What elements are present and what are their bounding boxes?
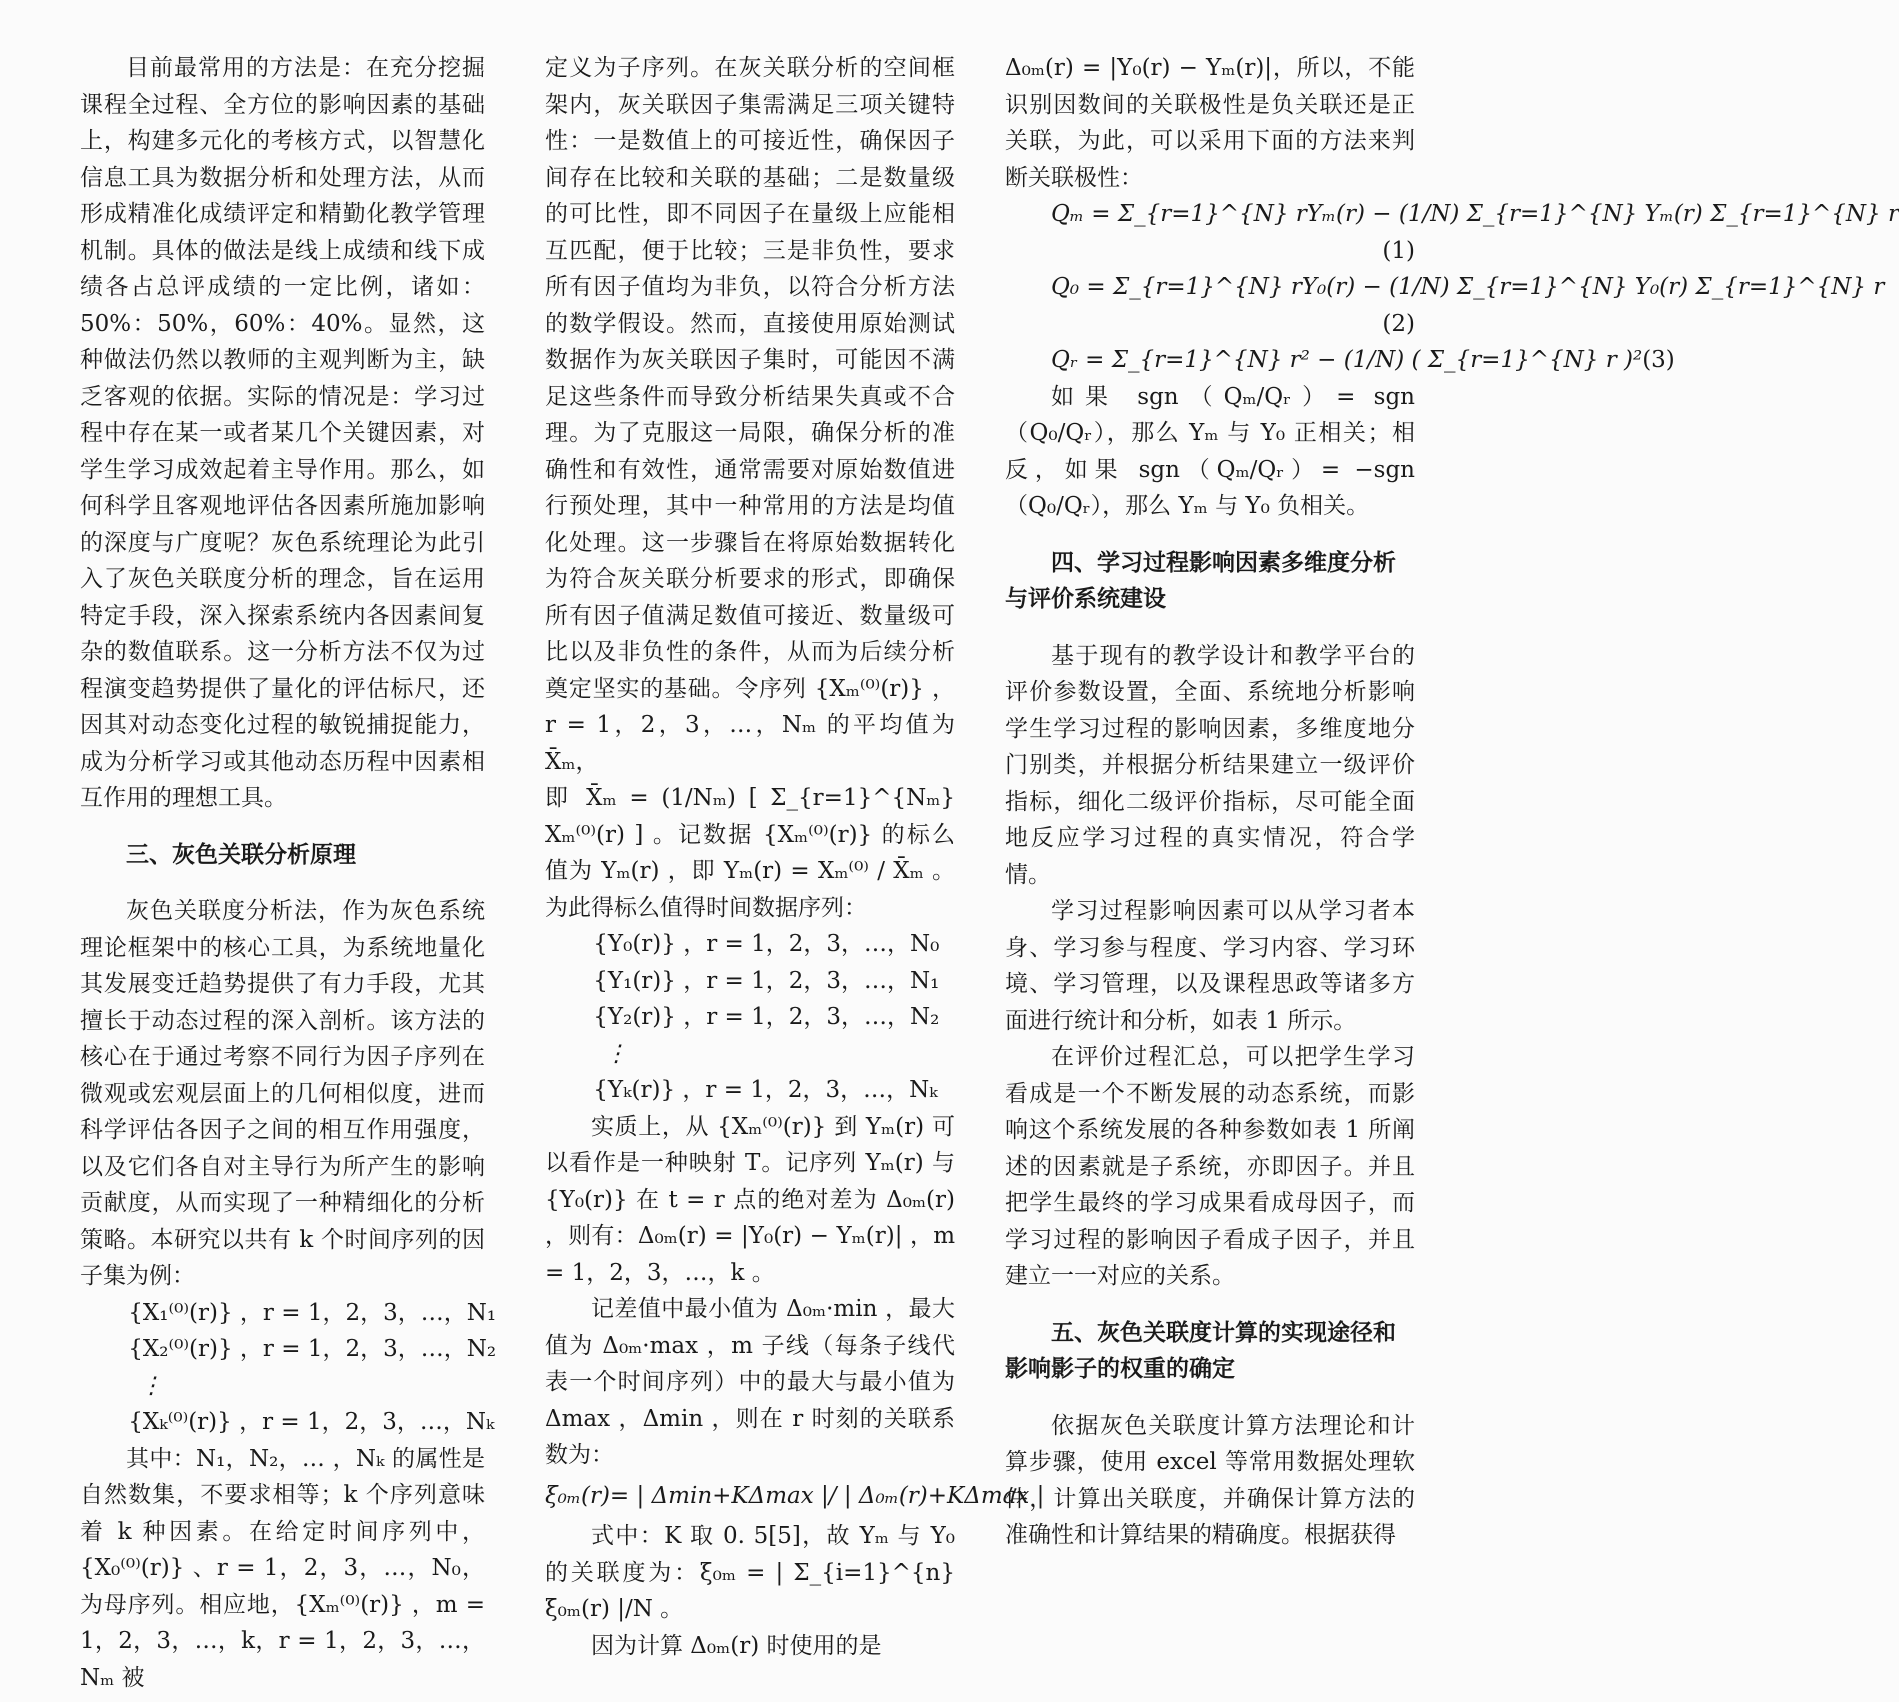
- body-paragraph: 基于现有的教学设计和教学平台的评价参数设置，全面、系统地分析影响学生学习过程的影响因素，多维度地分门别类，并根据分析结果建立一级评价指标，细化二级评价指标，尽可能全面地反应学习过程的真实情况，符合学情。: [1005, 642, 1415, 888]
- column-2: [545, 50, 1045, 1664]
- body-paragraph: 在评价过程汇总，可以把学生学习看成是一个不断发展的动态系统，而影响这个系统发展的各种参数如表 1 所阐述的因素就是子系统，亦即因子。并且把学生最终的学习成果看成母因子，而学习过程的影响因子看成子因子，并且建立一一对应的关系。: [1005, 1044, 1415, 1289]
- correlation-coefficient-formula: ξ₀ₘ(r)= | Δmin+KΔmax |/ | Δ₀ₘ(r)+KΔmax |: [545, 1482, 1045, 1509]
- sequence-line: [128, 1404, 495, 1441]
- section-heading-4: 四、学习过程影响因素多维度分析与评价系统建设: [1005, 548, 1396, 612]
- equation-row: [1005, 269, 1885, 306]
- sequence-range: ，r = 1，2，3，…，N₂: [232, 1336, 497, 1362]
- sequence-range: ，r = 1，2，3，…，Nₖ: [231, 1409, 495, 1435]
- section-heading-5: 五、灰色关联度计算的实现途径和影响影子的权重的确定: [1005, 1318, 1396, 1382]
- sequence-term: {Y₂(r)}: [593, 1004, 676, 1030]
- sequence-range: ，r = 1，2，3，…，Nₖ: [675, 1077, 938, 1103]
- sequence-range: ，r = 1，2，3，…，N₁: [675, 967, 940, 994]
- sequence-term: {Xₖ⁽⁰⁾(r)}: [128, 1409, 232, 1435]
- sequence-term: {Y₁(r)}: [593, 967, 676, 994]
- section-heading-3: 三、灰色关联分析原理: [126, 840, 356, 868]
- equation-formula: Qᵣ = Σ_{r=1}^{N} r² − (1/N) ( Σ_{r=1}^{N} r )²: [1051, 347, 1643, 373]
- vertical-ellipsis: ⋮: [604, 1040, 628, 1067]
- equation-number: (3): [1642, 347, 1675, 373]
- body-paragraph: 灰色关联度分析法，作为灰色系统理论框架中的核心工具，为系统地量化其发展变迁趋势提供了有力手段，尤其擅长于动态过程的深入剖析。该方法的核心在于通过考察不同行为因子序列在微观或宏观层面上的几何相似度，进而科学评估各因子之间的相互作用强度，以及它们各自对主导行为所产生的影响贡献度，从而实现了一种精细化的分析策略。本研究以共有 k 个时间序列的因子集为例：: [80, 898, 485, 1289]
- body-paragraph: 其中：N₁，N₂，… ，Nₖ 的属性是自然数集，不要求相等；k 个序列意味着 k 种因素。在给定时间序列中，{X₀⁽⁰⁾(r)} 、r = 1，2，3，…，N₀，为母序列。相应地，{Xₘ⁽⁰⁾(r)} ，m = 1，2，3，…，k，r = 1，2，3，…，Nₘ 被: [80, 1445, 485, 1691]
- body-paragraph: 记差值中最小值为 Δ₀ₘ·min ，最大值为 Δ₀ₘ·max ，m 子线（每条子线代表一个时间序列）中的最大与最小值为 Δmax ，Δmin ，则在 r 时刻的关联系数为：: [545, 1296, 955, 1468]
- equation-number: (1): [1382, 237, 1415, 264]
- body-paragraph: Δ₀ₘ(r) = |Y₀(r) − Yₘ(r)|，所以，不能识别因数间的关联极性是负关联还是正关联，为此，可以采用下面的方法来判断关联极性：: [1005, 55, 1415, 191]
- equation-formula: Qₘ = Σ_{r=1}^{N} rYₘ(r) − (1/N) Σ_{r=1}^{N} Yₘ(r) Σ_{r=1}^{N} r: [1051, 201, 1899, 227]
- sequence-line: [128, 1331, 497, 1368]
- body-paragraph: 目前最常用的方法是：在充分挖掘课程全过程、全方位的影响因素的基础上，构建多元化的考核方式，以智慧化信息工具为数据分析和处理方法，从而形成精准化成绩评定和精勤化教学管理机制。具体的做法是线上成绩和线下成绩各占总评成绩的一定比例，诸如：50%：50%，60%：40%。显然，这种做法仍然以教师的主观判断为主，缺乏客观的依据。实际的情况是：学习过程中存在某一或者某几个关键因素，对学生学习成效起着主导作用。那么，如何科学且客观地评估各因素所施加影响的深度与广度呢？灰色系统理论为此引入了灰色关联度分析的理念，旨在运用特定手段，深入探索系统内各因素间复杂的数值联系。这一分析方法不仅为过程演变趋势提供了量化的评估标尺，还因其对动态变化过程的敏锐捕捉能力，成为分析学习或其他动态历程中因素相互作用的理想工具。: [80, 55, 485, 811]
- sequence-term: {X₁⁽⁰⁾(r)}: [128, 1299, 233, 1326]
- equation-row: [1005, 196, 1899, 233]
- sequence-range: ，r = 1，2，3，…，N₁: [232, 1299, 497, 1326]
- body-paragraph: 即 X̄ₘ = (1/Nₘ) [ Σ_{r=1}^{Nₘ} Xₘ⁽⁰⁾(r) ] 。记数据 {Xₘ⁽⁰⁾(r)} 的标么值为 Yₘ(r) ，即 Yₘ(r) = Xₘ⁽⁰⁾ / X̄ₘ 。为此得标么值得时间数据序列：: [545, 785, 955, 921]
- sequence-range: ，r = 1，2，3，…，N₂: [675, 1004, 940, 1030]
- sequence-term: {Y₀(r)}: [593, 931, 676, 957]
- sequence-line: [593, 1072, 955, 1109]
- column-3: [1005, 50, 1899, 1554]
- sequence-range: ，r = 1，2，3，…，N₀: [675, 931, 940, 957]
- body-paragraph: 依据灰色关联度计算方法理论和计算步骤，使用 excel 等常用数据处理软件，计算出关联度，并确保计算方法的准确性和计算结果的精确度。根据获得: [1005, 1412, 1415, 1548]
- sequence-line: [593, 926, 955, 963]
- column-1: [80, 50, 497, 1696]
- body-paragraph: 实质上，从 {Xₘ⁽⁰⁾(r)} 到 Yₘ(r) 可以看作是一种映射 T。记序列 Yₘ(r) 与 {Y₀(r)} 在 t = r 点的绝对差为 Δ₀ₘ(r) ，则有：Δ₀ₘ(r) = |Y₀(r) − Yₘ(r)| ，m = 1，2，3，…，k 。: [545, 1113, 955, 1286]
- body-paragraph: 学习过程影响因素可以从学习者本身、学习参与程度、学习内容、学习环境、学习管理，以及课程思政等诸多方面进行统计和分析，如表 1 所示。: [1005, 898, 1415, 1034]
- body-paragraph: 如果 sgn（Qₘ/Qᵣ）= sgn（Q₀/Qᵣ），那么 Yₘ 与 Y₀ 正相关；相反，如果 sgn（Qₘ/Qᵣ）= −sgn（Q₀/Qᵣ），那么 Yₘ 与 Y₀ 负相关。: [1005, 383, 1415, 519]
- sequence-term: {Yₖ(r)}: [593, 1077, 676, 1103]
- equation-number: (2): [1382, 310, 1415, 337]
- sequence-line: [128, 1295, 497, 1332]
- sequence-term: {X₂⁽⁰⁾(r)}: [128, 1336, 233, 1362]
- equation-row: [1005, 342, 1675, 379]
- sequence-line: [593, 999, 955, 1036]
- body-paragraph: 式中：K 取 0. 5[5]，故 Yₘ 与 Y₀ 的关联度为：ξ₀ₘ = | Σ_{i=1}^{n} ξ₀ₘ(r) |/N 。: [545, 1523, 955, 1622]
- body-paragraph: 定义为子序列。在灰关联分析的空间框架内，灰关联因子集需满足三项关键特性：一是数值上的可接近性，确保因子间存在比较和关联的基础；二是数量级的可比性，即不同因子在量级上应能相互匹配，便于比较；三是非负性，要求所有因子值均为非负，以符合分析方法的数学假设。然而，直接使用原始测试数据作为灰关联因子集时，可能因不满足这些条件而导致分析结果失真或不合理。为了克服这一局限，确保分析的准确性和有效性，通常需要对原始数值进行预处理，其中一种常用的方法是均值化处理。这一步骤旨在将原始数据转化为符合灰关联分析要求的形式，即确保所有因子值满足数值可接近、数量级可比以及非负性的条件，从而为后续分析奠定坚实的基础。令序列 {Xₘ⁽⁰⁾(r)} ，r = 1，2，3，…，Nₘ 的平均值为 X̄ₘ，: [545, 55, 955, 775]
- equation-formula: Q₀ = Σ_{r=1}^{N} rY₀(r) − (1/N) Σ_{r=1}^{N} Y₀(r) Σ_{r=1}^{N} r: [1051, 274, 1885, 300]
- vertical-ellipsis: ⋮: [139, 1372, 163, 1399]
- sequence-line: [593, 963, 955, 1000]
- body-paragraph: 因为计算 Δ₀ₘ(r) 时使用的是: [591, 1632, 882, 1659]
